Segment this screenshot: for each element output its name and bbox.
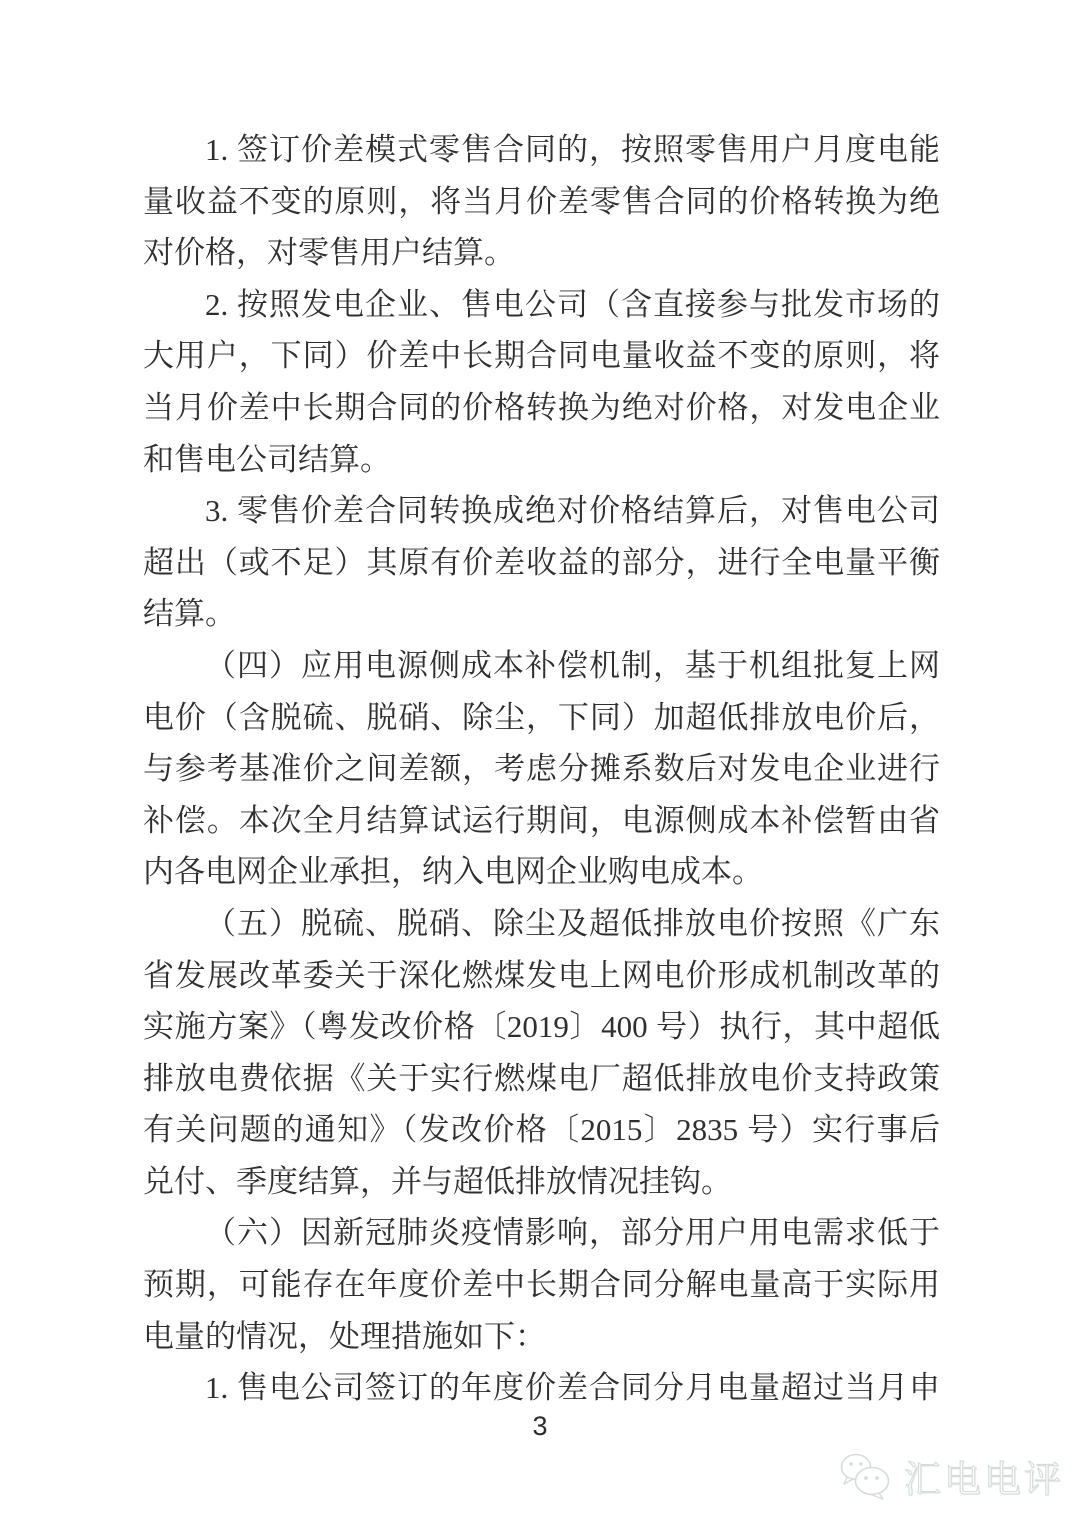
page-number: 3 (532, 1411, 548, 1441)
watermark (838, 1449, 1064, 1503)
paragraph: （五）脱硫、脱硝、除尘及超低排放电价按照《广东省发展改革委关于深化燃煤发电上网电价形成机制改革的实施方案》（粤发改价格〔2019〕400 号）执行，其中超低排放电费依据《关于实行燃煤电厂超低排放电价支持政策有关问题的通知》（发改价格〔2015〕2835 号）实行事后兑付、季度结算，并与超低排放情况挂钩。 (143, 905, 940, 1199)
paragraph: 1. 签订价差模式零售合同的，按照零售用户月度电能量收益不变的原则，将当月价差零售合同的价格转换为绝对价格，对零售用户结算。 (143, 132, 940, 271)
paragraph: （四）应用电源侧成本补偿机制，基于机组批复上网电价（含脱硫、脱硝、除尘，下同）加超低排放电价后，与参考基准价之间差额，考虑分摊系数后对发电企业进行补偿。本次全月结算试运行期间，电源侧成本补偿暂由省内各电网企业承担，纳入电网企业购电成本。 (143, 647, 940, 890)
watermark-label: 汇电电评 (904, 1459, 1064, 1500)
paragraph: 2. 按照发电企业、售电公司（含直接参与批发市场的大用户，下同）价差中长期合同电量收益不变的原则，将当月价差中长期合同的价格转换为绝对价格，对发电企业和售电公司结算。 (143, 286, 940, 477)
paragraph: 1. 售电公司签订的年度价差合同分月电量超过当月申 (205, 1370, 940, 1406)
paragraph: 3. 零售价差合同转换成绝对价格结算后，对售电公司超出（或不足）其原有价差收益的部分，进行全电量平衡结算。 (143, 493, 940, 632)
document-body (143, 124, 940, 1414)
paragraph: （六）因新冠肺炎疫情影响，部分用户用电需求低于预期，可能存在年度价差中长期合同分解电量高于实际用电量的情况，处理措施如下： (143, 1215, 940, 1354)
wechat-icon (838, 1451, 894, 1501)
